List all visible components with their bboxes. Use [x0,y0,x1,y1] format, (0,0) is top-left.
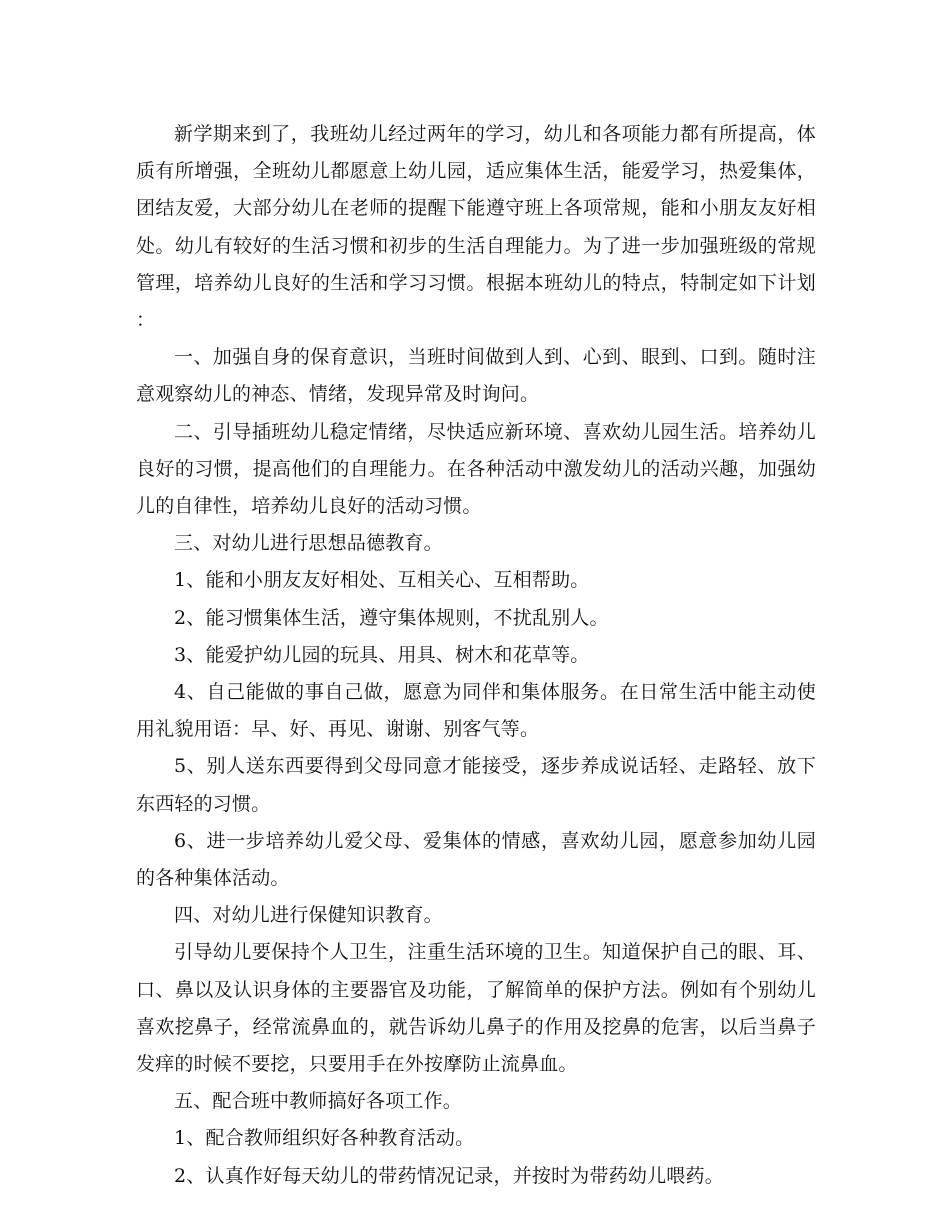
list-item: 5、别人送东西要得到父母同意才能接受，逐步养成说话轻、走路轻、放下东西轻的习惯。 [136,755,816,815]
section-five-heading: 五、配合班中教师搞好各项工作。 [174,1090,463,1113]
list-item: 3、能爱护幼儿园的玩具、用具、树木和花草等。 [174,643,590,666]
section-four-heading: 四、对幼儿进行保健知识教育。 [174,904,443,927]
section-two-paragraph: 二、引导插班幼儿稳定情绪，尽快适应新环境、喜欢幼儿园生活。培养幼儿良好的习惯，提高他们的自理能力。在各种活动中激发幼儿的活动兴趣，加强幼儿的自律性，培养幼儿良好的活动习惯。 [136,420,816,518]
document-body [136,116,816,1195]
intro-paragraph: 新学期来到了，我班幼儿经过两年的学习，幼儿和各项能力都有所提高，体质有所增强，全班幼儿都愿意上幼儿园，适应集体生活，能爱学习，热爱集体，团结友爱，大部分幼儿在老师的提醒下能遵守班上各项常规，能和小朋友友好相处。幼儿有较好的生活习惯和初步的生活自理能力。为了进一步加强班级的常规管理，培养幼儿良好的生活和学习习惯。根据本班幼儿的特点，特制定如下计划： [136,123,816,332]
list-item: 4、自己能做的事自己做，愿意为同伴和集体服务。在日常生活中能主动使用礼貌用语：早、好、再见、谢谢、别客气等。 [136,681,816,741]
list-item: 2、能习惯集体生活，遵守集体规则，不扰乱别人。 [174,606,609,629]
list-item: 1、能和小朋友友好相处、互相关心、互相帮助。 [174,569,590,592]
list-item: 6、进一步培养幼儿爱父母、爱集体的情感，喜欢幼儿园，愿意参加幼儿园的各种集体活动。 [136,829,816,890]
health-education-paragraph: 引导幼儿要保持个人卫生，注重生活环境的卫生。知道保护自己的眼、耳、口、鼻以及认识身体的主要器官及功能，了解简单的保护方法。例如有个别幼儿喜欢挖鼻子，经常流鼻血的，就告诉幼儿鼻子的作用及挖鼻的危害，以后当鼻子发痒的时候不要挖，只要用手在外按摩防止流鼻血。 [136,941,816,1076]
section-one-paragraph: 一、加强自身的保育意识，当班时间做到人到、心到、眼到、口到。随时注意观察幼儿的神态、情绪，发现异常及时询问。 [136,346,816,406]
list-item: 2、认真作好每天幼儿的带药情况记录，并按时为带药幼儿喂药。 [174,1164,724,1187]
section-three-heading: 三、对幼儿进行思想品德教育。 [174,532,443,555]
list-item: 1、配合教师组织好各种教育活动。 [174,1127,475,1150]
